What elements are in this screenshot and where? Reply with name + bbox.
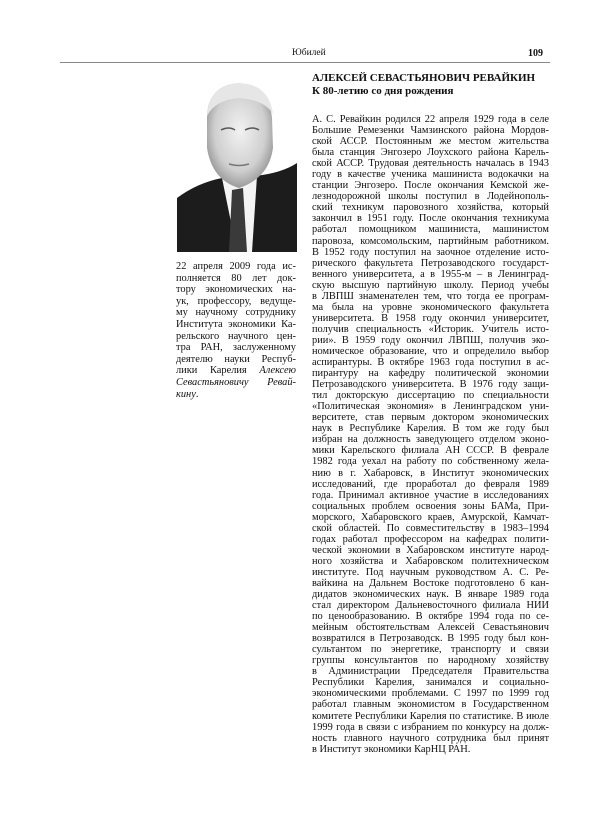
text-line: Института экономики Ка-	[176, 318, 296, 330]
text-line: тра РАН, заслуженному	[176, 342, 296, 354]
header-rule	[60, 62, 550, 63]
text-line: «Политическая экономия» в Ленинградском уни-	[312, 401, 549, 413]
text-line: дидатов экономических наук. В январе 1989 года	[312, 589, 549, 601]
text-line: комитете Республики Карелия по статистике. В июле	[312, 710, 549, 722]
text-line: годах работал профессором на кафедрах полити-	[312, 533, 549, 545]
text-line: избран на должность заведующего отделом эконо-	[312, 434, 549, 446]
text-line: в ЛВПШ знаменателен тем, что тогда ее програм-	[312, 290, 549, 302]
text-line: рии». В 1959 году окончил ЛВПШ, получив эко-	[312, 334, 549, 346]
caption-name: Алексею	[259, 365, 296, 377]
text-line: была станция Энгозеро Лоухского района Карель-	[312, 147, 549, 159]
text-line: ность главного научного сотрудника был принят	[312, 732, 549, 744]
text-line: года. Принимал активное участие в исследованиях	[312, 489, 549, 501]
text-line: исследований, где проработал до февраля 1989	[312, 478, 549, 490]
text-line: мейным обстоятельствам Алексей Севастьянович	[312, 622, 549, 634]
text-line: ук, профессору, ведуще-	[176, 295, 296, 307]
text-line: А. С. Ревайкин родился 22 апреля 1929 года в селе	[312, 114, 549, 125]
article-title: АЛЕКСЕЙ СЕВАСТЬЯНОВИЧ РЕВАЙКИН	[312, 72, 536, 84]
caption-end: .	[195, 388, 199, 400]
text-line: станции Энгозеро. После окончания Кемской же-	[312, 180, 549, 192]
text-line: социальных проблем освоения зоны БАМа, При-	[312, 500, 549, 512]
text-line: институте. Под научным руководством А. С. Ре-	[312, 566, 549, 578]
text-line: верситете, став первым доктором экономических	[312, 412, 549, 424]
text-line: году в качестве ученика машиниста водокачки на	[312, 169, 549, 181]
text-line: Большие Ремезенки Чамзинского района Мордов-	[312, 125, 549, 137]
text-line: группы консультантов по народному хозяйству	[312, 655, 549, 667]
article-subtitle: К 80-летию со дня рождения	[312, 84, 454, 97]
text-line: возвратился в Петрозаводск. В 1995 году был кон-	[312, 633, 549, 645]
text-line: В 1952 году поступил на заочное отделение исто-	[312, 246, 549, 258]
text-line: в Администрации Председателя Правительства	[312, 666, 549, 678]
text-line: ский техникум паровозного хозяйства, который	[312, 202, 549, 214]
text-line: получив специальность «Историк. Учитель исто-	[312, 323, 549, 335]
text-line: полняется 80 лет док-	[176, 272, 296, 284]
text-line: тору экономических на-	[176, 284, 296, 296]
text-line: Республики Карелия, занимался и социально-	[312, 677, 549, 689]
text-line: университета. В 1958 году окончил университет,	[312, 312, 549, 324]
text-line: лезнодорожной школы поступил в Лодейнополь-	[312, 191, 549, 203]
article-body	[312, 114, 549, 755]
text-line: морского, Хабаровского краев, Амурской, Камчат-	[312, 511, 549, 523]
text-line: наук в Республике Карелия. В том же году был	[312, 423, 549, 435]
text-line: нию в г. Хабаровск, в Институт экономических	[312, 467, 549, 479]
text-line: мики Карельского филиала АН СССР. В феврале	[312, 445, 549, 457]
text-line: экономическими проблемами. С 1997 по 1999 год	[312, 688, 549, 700]
text-line: рического факультета Петрозаводского государст-	[312, 257, 549, 269]
text-line: скую высшую партийную школу. Период учебы	[312, 279, 549, 291]
text-line: в Институт экономики КарНЦ РАН.	[312, 743, 471, 755]
text-line: ческой экономии в Хабаровском институте народ-	[312, 544, 549, 556]
running-header: Юбилей	[292, 48, 326, 58]
text-line: вайкина на Дальнем Востоке подготовлено 6 кан-	[312, 577, 549, 589]
text-line: закончил в 1951 году. После окончания техникума	[312, 213, 549, 225]
portrait-photo	[177, 78, 297, 252]
text-line: номическое образование, что и определило выбор	[312, 345, 549, 357]
caption-text: лики Карелия	[176, 365, 247, 377]
text-line: ской областей. По совместительству в 1983–1994	[312, 522, 549, 534]
text-line: му научному сотруднику	[176, 307, 296, 319]
text-line: 1999 года в связи с избранием по конкурсу на долж-	[312, 721, 549, 733]
text-line: стал директором Дальневосточного филиала НИИ	[312, 600, 549, 612]
photo-caption	[176, 261, 296, 400]
article-header	[312, 72, 535, 97]
text-line: аспирантуры. В октябре 1963 года поступил в ас-	[312, 357, 549, 369]
text-line: по ценообразованию. В октябре 1994 года по се-	[312, 611, 549, 623]
text-line: Петрозаводского университета. В 1976 году защи-	[312, 379, 549, 391]
text-line: ской АССР. Трудовая деятельность началась в 1943	[312, 158, 549, 170]
text-line: сультантом по энергетике, транспорту и связи	[312, 644, 549, 656]
text-line	[176, 365, 296, 377]
text-line: паровоза, комсомольским, партийным работником.	[312, 235, 549, 247]
text-line: ской АССР. Постоянным же местом жительства	[312, 136, 549, 148]
text-line: тил докторскую диссертацию по специальности	[312, 390, 549, 402]
text-line: рельского научного цен-	[176, 330, 296, 342]
text-line: венного университета, а в 1955-м – в Ленинград-	[312, 268, 549, 280]
text-line: ма была на уровне экономического факультета	[312, 301, 549, 313]
text-line: Севастьяновичу Ревай-	[176, 376, 296, 388]
text-line: 22 апреля 2009 года ис-	[176, 261, 296, 272]
text-line: деятелю науки Респуб-	[176, 353, 296, 365]
text-line: пирантуру на кафедру политической экономии	[312, 368, 549, 380]
text-line: работал помощником машиниста, машинистом	[312, 224, 549, 236]
caption-name: кину	[176, 388, 196, 400]
text-line: 1982 года уехал на работу по собственному жела-	[312, 456, 549, 468]
page-number: 109	[528, 48, 543, 59]
text-line	[176, 389, 296, 401]
text-line: работал главным экономистом в Государственном	[312, 699, 549, 711]
text-line: ного хозяйства и Хабаровском политехническом	[312, 555, 549, 567]
